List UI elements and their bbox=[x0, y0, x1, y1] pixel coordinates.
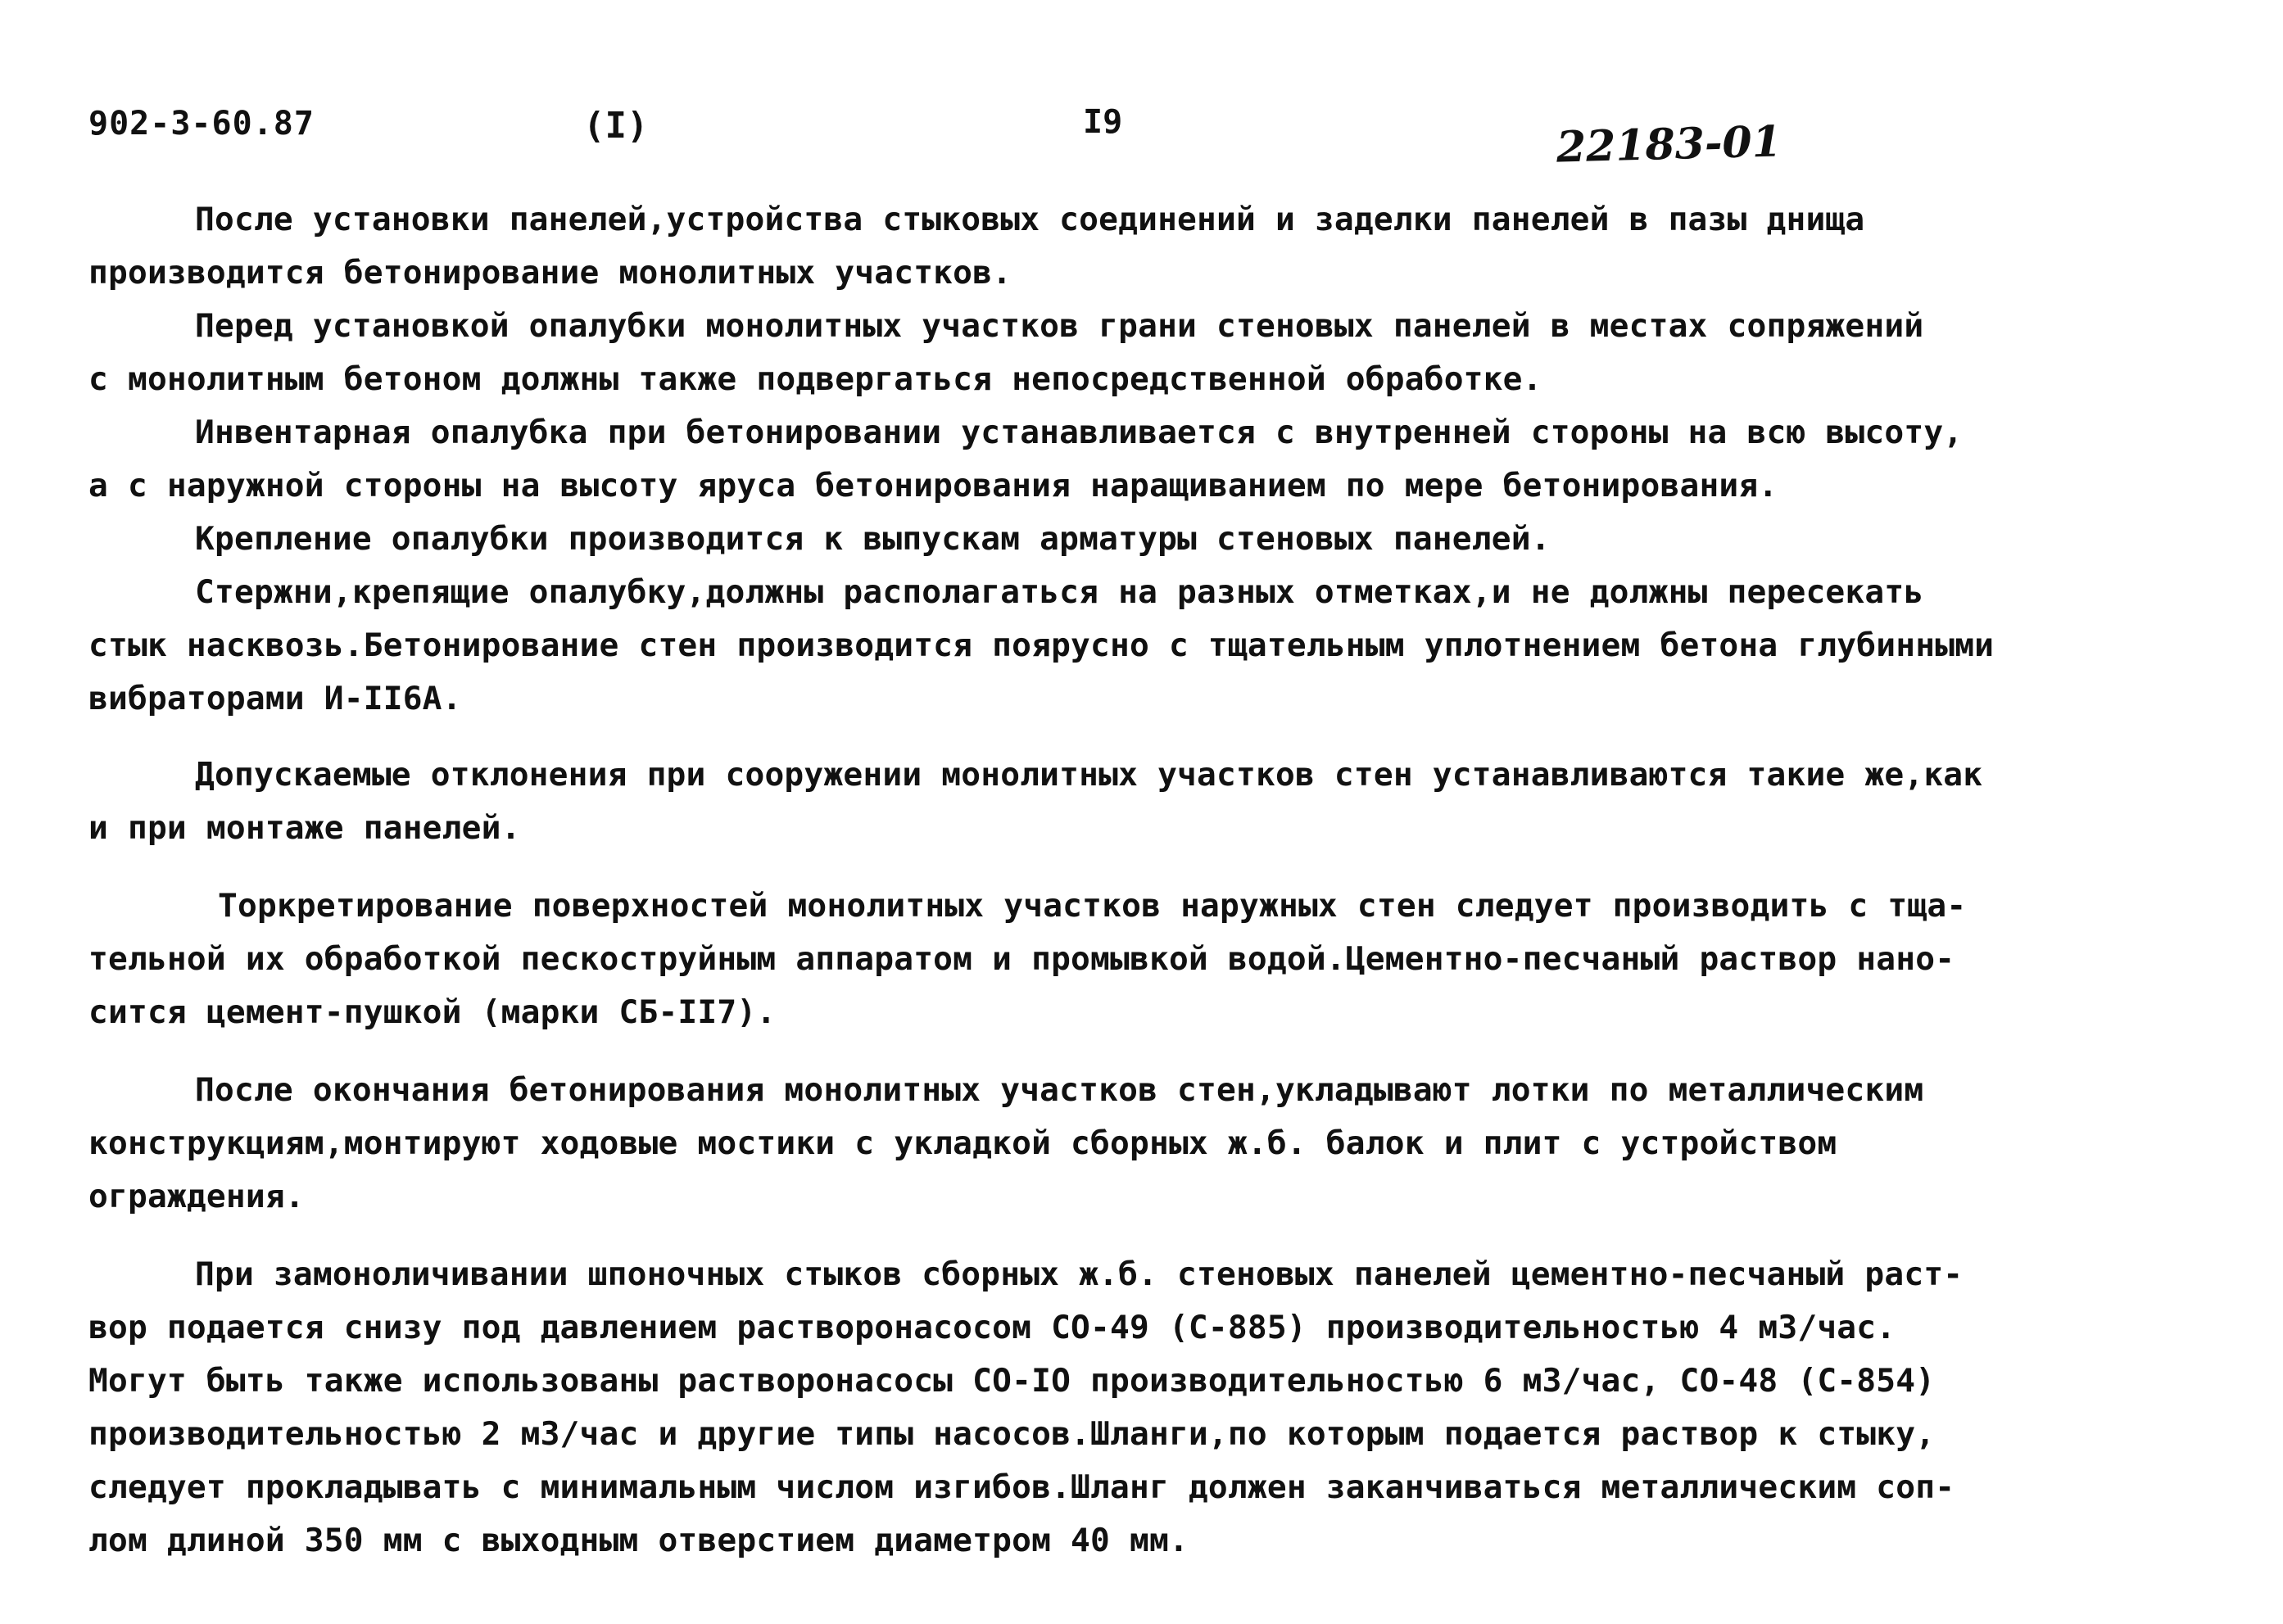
text-line: При замоноличивании шпоночных стыков сборных ж.б. стеновых панелей цементно-песчаный раст- bbox=[195, 1255, 1964, 1293]
text-line: Допускаемые отклонения при сооружении монолитных участков стен устанавливаются такие же,как bbox=[195, 756, 1983, 794]
text-line: Торкретирование поверхностей монолитных участков наружных стен следует производить с тща- bbox=[218, 887, 1967, 925]
text-line: Крепление опалубки производится к выпускам арматуры стеновых панелей. bbox=[195, 520, 1551, 558]
text-line: стык насквозь.Бетонирование стен производится поярусно с тщательным уплотнением бетона глубинными bbox=[88, 627, 1995, 664]
document-body bbox=[88, 193, 2235, 1567]
text-line: вор подается снизу под давлением растворонасосом СО-49 (С-885) производительностью 4 м3/час. bbox=[88, 1309, 1896, 1346]
paragraph-shotcreting bbox=[88, 880, 2235, 1039]
paragraph-tolerances bbox=[88, 749, 2235, 855]
handwritten-archive-number: 22183-01 bbox=[1556, 116, 1782, 173]
text-line: и при монтаже панелей. bbox=[88, 809, 521, 847]
text-line: сится цемент-пушкой (марки СБ-II7). bbox=[88, 993, 777, 1031]
text-line: Инвентарная опалубка при бетонировании устанавливается с внутренней стороны на всю высоту, bbox=[195, 414, 1964, 451]
paragraph-after-concreting bbox=[88, 1064, 2235, 1224]
paragraph-joint-grouting bbox=[88, 1248, 2235, 1567]
text-line: конструкциям,монтируют ходовые мостики с укладкой сборных ж.б. балок и плит с устройством bbox=[88, 1124, 1837, 1162]
text-line: Могут быть также использованы растворонасосы СО-IO производительностью 6 м3/час, СО-48 (С-854) bbox=[88, 1362, 1936, 1400]
text-line: После окончания бетонирования монолитных участков стен,укладывают лотки по металлическим bbox=[195, 1071, 1924, 1109]
text-line: лом длиной 350 мм с выходным отверстием диаметром 40 мм. bbox=[88, 1522, 1189, 1559]
text-line: вибраторами И-II6А. bbox=[88, 680, 462, 717]
paragraph-panel-installation bbox=[88, 193, 2235, 300]
text-line: а с наружной стороны на высоту яруса бетонирования наращиванием по мере бетонирования. bbox=[88, 467, 1778, 504]
document-code: 902-3-60.87 bbox=[88, 105, 315, 142]
text-line: ограждения. bbox=[88, 1178, 305, 1215]
text-line: Стержни,крепящие опалубку,должны располагаться на разных отметках,и не должны пересекать bbox=[195, 573, 1924, 611]
text-line: производится бетонирование монолитных участков. bbox=[88, 254, 1012, 292]
text-line: Перед установкой опалубки монолитных участков грани стеновых панелей в местах сопряжений bbox=[195, 307, 1924, 345]
sheet-mark: (I) bbox=[583, 105, 649, 147]
text-line: производительностью 2 м3/час и другие типы насосов.Шланги,по которым подается раствор к стыку, bbox=[88, 1415, 1936, 1453]
text-line: с монолитным бетоном должны также подвергаться непосредственной обработке. bbox=[88, 360, 1542, 398]
page-number: I9 bbox=[1083, 103, 1123, 141]
paragraph-rods-concreting bbox=[88, 566, 2235, 726]
text-line: тельной их обработкой пескоструйным аппаратом и промывкой водой.Цементно-песчаный раствор нано- bbox=[88, 940, 1955, 978]
paragraph-inventory-formwork bbox=[88, 406, 2235, 513]
paragraph-formwork-preparation bbox=[88, 300, 2235, 406]
text-line: После установки панелей,устройства стыковых соединений и заделки панелей в пазы днища bbox=[195, 201, 1865, 238]
text-line: следует прокладывать с минимальным числом изгибов.Шланг должен заканчиваться металлическим соп- bbox=[88, 1468, 1955, 1506]
paragraph-formwork-fastening bbox=[88, 513, 2235, 566]
